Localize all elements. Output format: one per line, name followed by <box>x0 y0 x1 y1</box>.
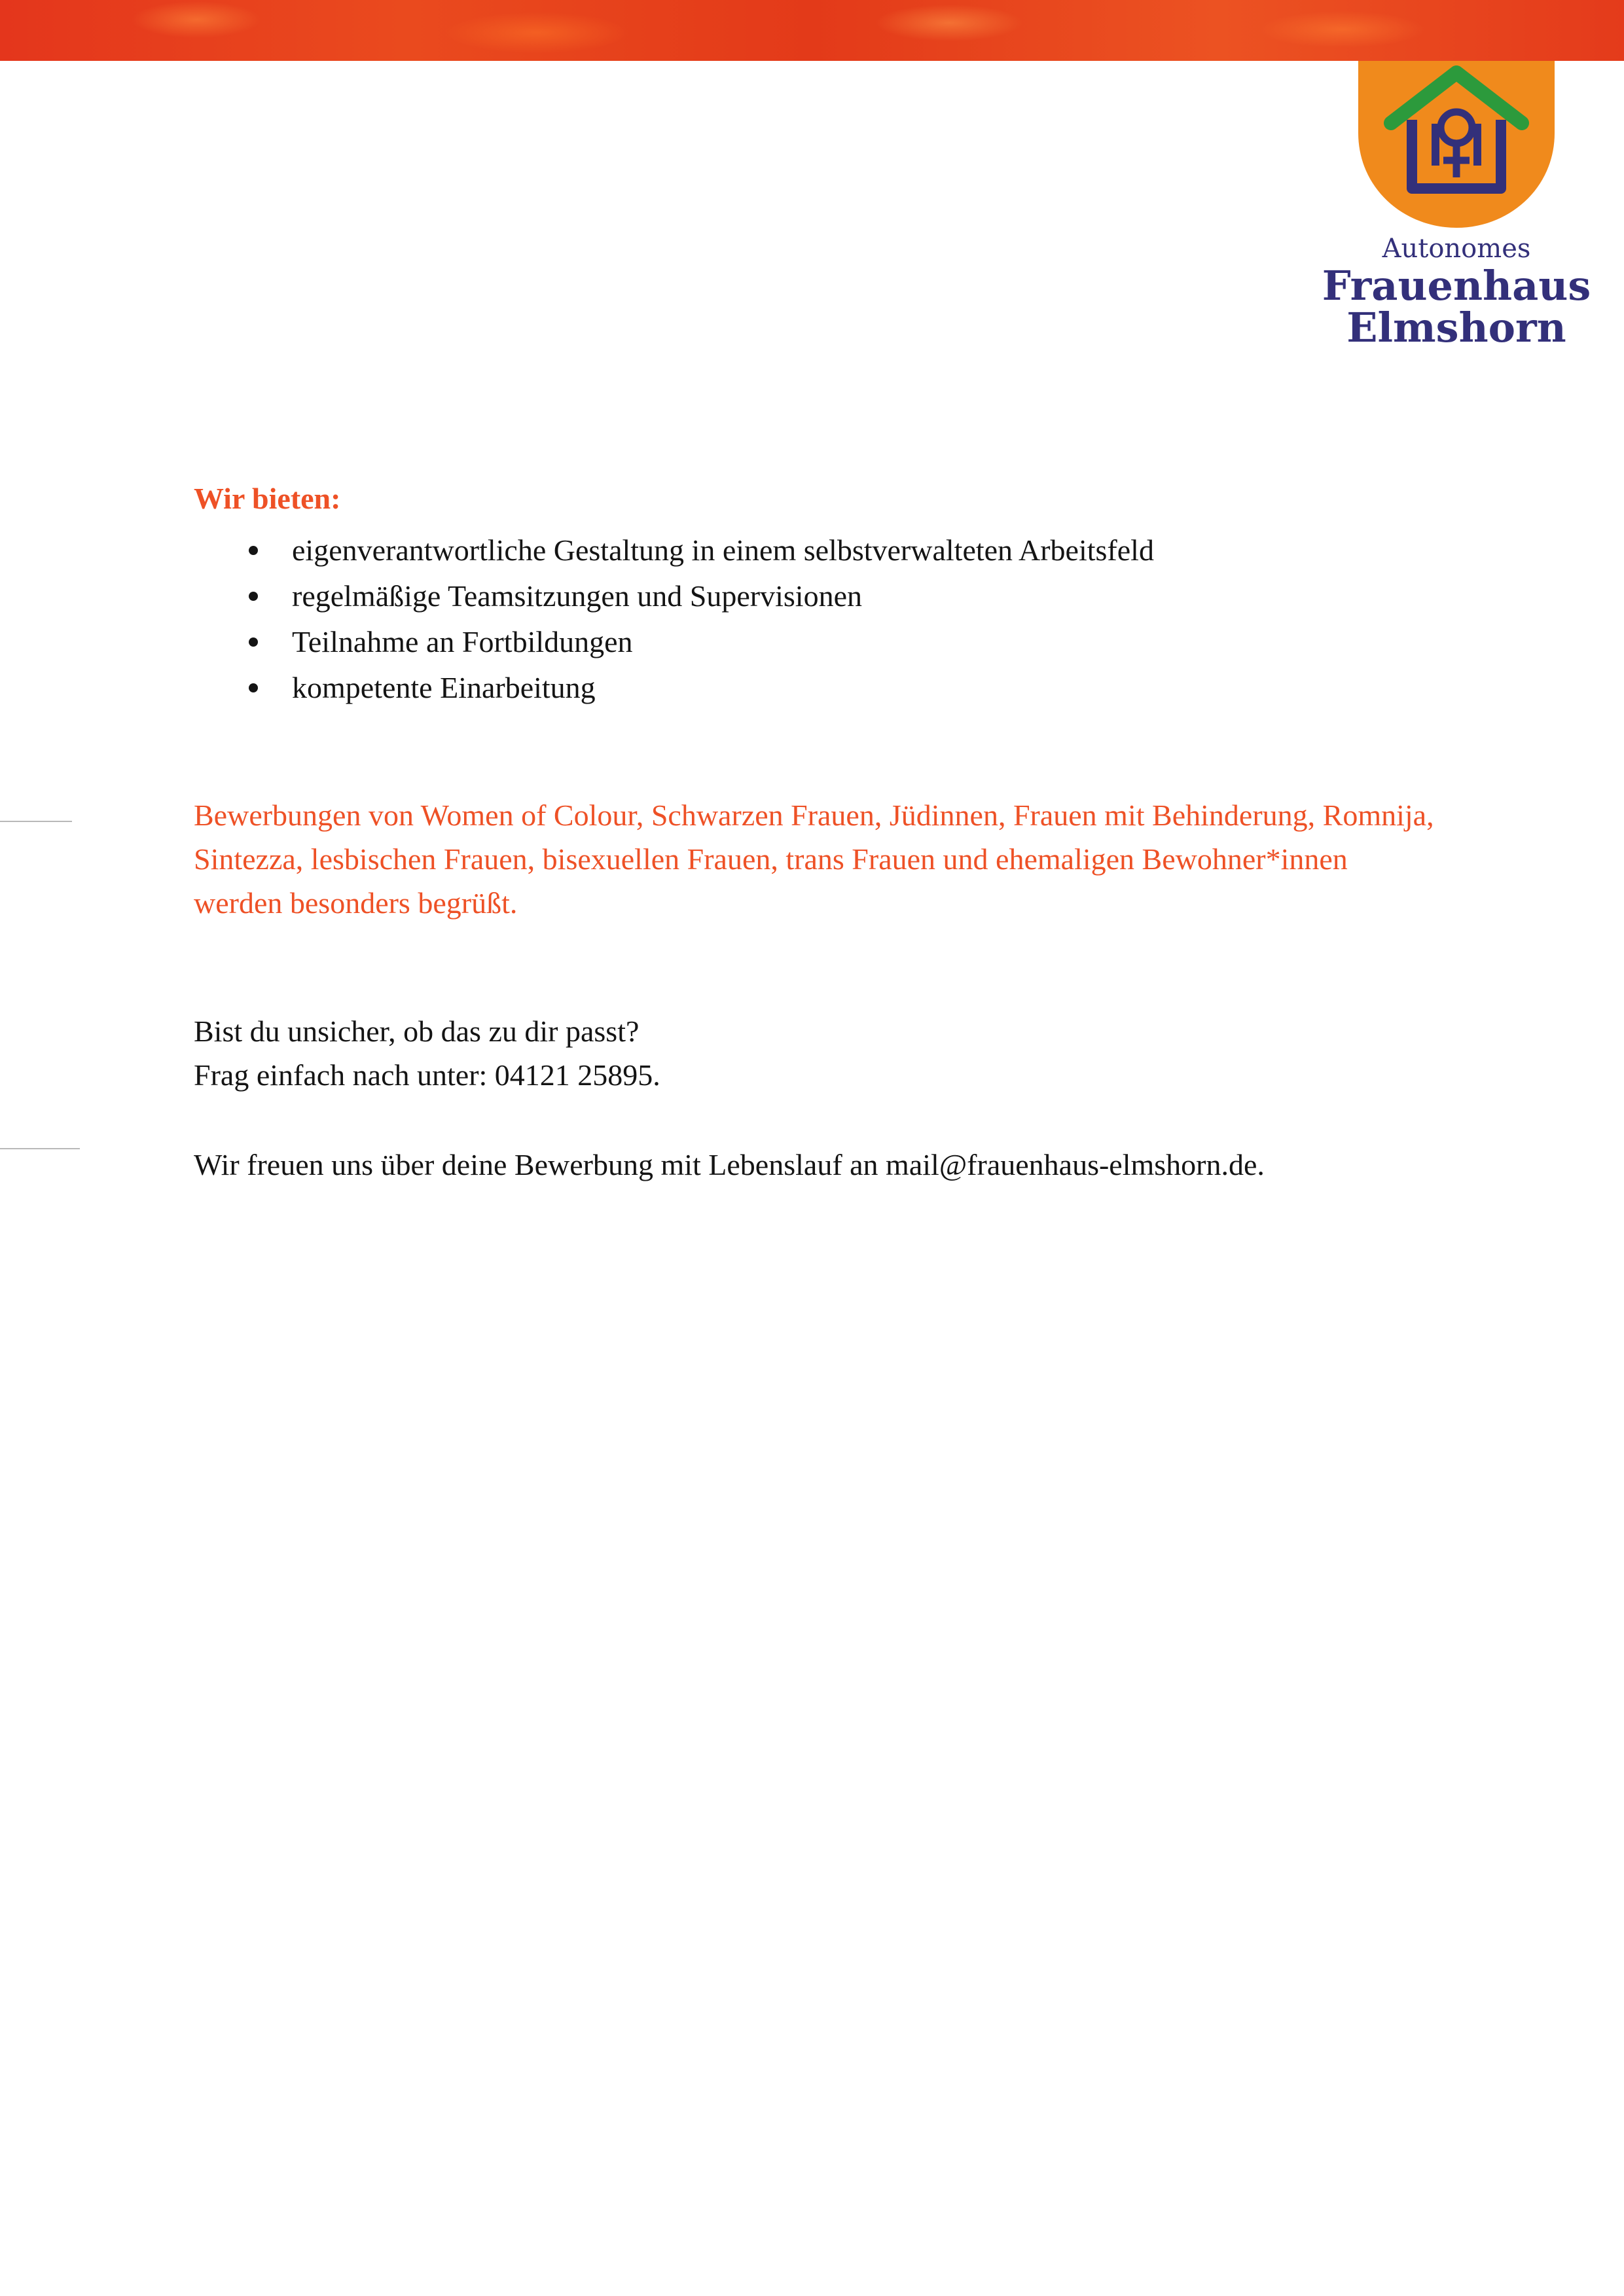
logo-line-autonomes: Autonomes <box>1382 234 1531 264</box>
top-decorative-band <box>0 0 1624 61</box>
offer-list-item <box>194 665 1154 711</box>
bullet-icon <box>249 683 258 692</box>
offer-list-item <box>194 528 1154 573</box>
fold-mark-lower <box>0 1148 80 1149</box>
diversity-line: Sintezza, lesbischen Frauen, bisexuellen Frauen, trans Frauen und ehemaligen Bewohner*innen <box>194 842 1348 876</box>
offer-list <box>194 528 1154 711</box>
logo-house-icon <box>1358 61 1555 228</box>
bullet-icon <box>249 637 258 647</box>
offer-item-text: kompetente Einarbeitung <box>292 671 596 704</box>
offer-list-item <box>194 573 1154 619</box>
contact-question <box>194 1009 660 1097</box>
offer-item-text: regelmäßige Teamsitzungen und Supervisionen <box>292 579 862 613</box>
offer-item-text: Teilnahme an Fortbildungen <box>292 625 633 658</box>
question-line: Bist du unsicher, ob das zu dir passt? <box>194 1014 640 1048</box>
logo-wordmark <box>1316 232 1597 349</box>
application-closing: Wir freuen uns über deine Bewerbung mit Lebenslauf an mail@frauenhaus-elmshorn.de. <box>194 1148 1265 1181</box>
diversity-line: Bewerbungen von Women of Colour, Schwarzen Frauen, Jüdinnen, Frauen mit Behinderung, Romnija, <box>194 798 1434 832</box>
logo-line-elmshorn: Elmshorn <box>1346 304 1566 351</box>
offer-list-item <box>194 619 1154 665</box>
diversity-statement <box>194 793 1575 925</box>
logo-line-frauenhaus: Frauenhaus <box>1322 262 1591 310</box>
bullet-icon <box>249 546 258 555</box>
diversity-line: werden besonders begrüßt. <box>194 886 518 920</box>
fold-mark-upper <box>0 821 72 822</box>
bullet-icon <box>249 592 258 601</box>
offer-heading: Wir bieten: <box>194 482 341 515</box>
phone-line: Frag einfach nach unter: 04121 25895. <box>194 1058 660 1092</box>
offer-item-text: eigenverantwortliche Gestaltung in einem selbstverwalteten Arbeitsfeld <box>292 533 1154 567</box>
